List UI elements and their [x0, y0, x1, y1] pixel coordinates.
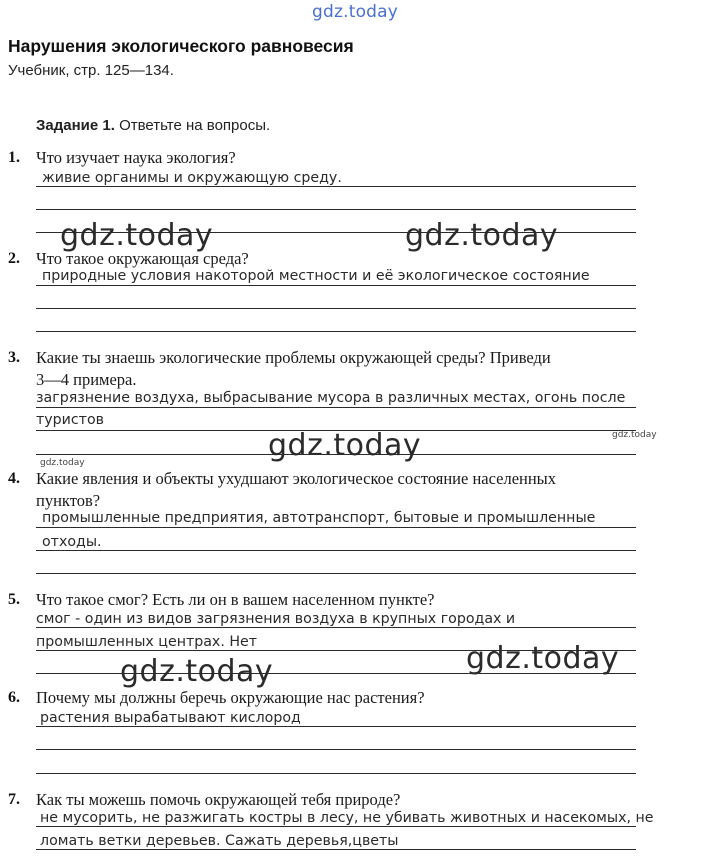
textbook-reference: Учебник, стр. 125—134.: [8, 62, 174, 79]
answer-text: туристов: [36, 412, 104, 428]
answer-text: не мусорить, не разжигать костры в лесу, не убивать животных и насекомых, не: [40, 810, 654, 826]
site-watermark: gdz.today: [268, 428, 422, 463]
answer-text: растения вырабатывают кислород: [40, 710, 301, 726]
site-watermark-small: gdz.today: [40, 458, 85, 468]
question-text: 3—4 примера.: [36, 370, 137, 389]
question-number: 7.: [8, 791, 20, 808]
answer-line: [36, 331, 636, 332]
answer-text: промышленные предприятия, автотранспорт, бытовые и промышленные: [42, 510, 596, 526]
question-text: Что такое смог? Есть ли он в вашем населенном пункте?: [36, 590, 435, 609]
answer-line: [36, 527, 636, 528]
site-watermark-small: gdz.today: [612, 430, 657, 440]
answer-text: смог - один из видов загрязнения воздуха в крупных городах и: [36, 611, 516, 627]
answer-line: [36, 826, 636, 827]
question-text: Что изучает наука экология?: [36, 148, 236, 167]
task-heading: [36, 117, 270, 134]
question-number: 3.: [8, 349, 20, 366]
answer-line: [36, 849, 636, 850]
question-number: 2.: [8, 250, 20, 267]
question-number: 4.: [8, 470, 20, 487]
task-label: Задание 1.: [36, 117, 115, 134]
question-number: 6.: [8, 689, 20, 706]
answer-line: [36, 308, 636, 309]
answer-line: [36, 749, 636, 750]
task-instruction: Ответьте на вопросы.: [119, 117, 271, 134]
answer-text: отходы.: [42, 534, 102, 550]
question-number: 1.: [8, 149, 20, 166]
answer-line: [36, 550, 636, 551]
question-number: 5.: [8, 591, 20, 608]
question-text: Что такое окружающая среда?: [36, 249, 249, 268]
question-text: Как ты можешь помочь окружающей тебя природе?: [36, 790, 401, 809]
answer-text: природные условия накоторой местности и её экологическое состояние: [42, 268, 590, 284]
question-text: Какие явления и объекты ухудшают экологическое состояние населенных: [36, 469, 557, 488]
page-title: Нарушения экологического равновесия: [8, 36, 354, 56]
question-text: пунктов?: [36, 491, 101, 510]
answer-line: [36, 407, 636, 408]
site-watermark: gdz.today: [60, 218, 214, 253]
answer-line: [36, 209, 636, 210]
answer-line: [36, 285, 636, 286]
question-text: Почему мы должны беречь окружающие нас растения?: [36, 688, 425, 707]
answer-line: [36, 186, 636, 187]
answer-line: [36, 573, 636, 574]
site-watermark-top: gdz.today: [312, 2, 399, 22]
answer-line: [36, 773, 636, 774]
site-watermark: gdz.today: [405, 218, 559, 253]
answer-text: ломать ветки деревьев. Сажать деревья,цветы: [40, 833, 399, 849]
site-watermark: gdz.today: [120, 654, 274, 689]
answer-text: живие органимы и окружающую среду.: [42, 170, 342, 186]
answer-text: промышленных центрах. Нет: [36, 634, 258, 650]
question-text: Какие ты знаешь экологические проблемы окружающей среды? Приведи: [36, 348, 551, 367]
answer-line: [36, 627, 636, 628]
answer-line: [36, 726, 636, 727]
site-watermark: gdz.today: [466, 641, 620, 676]
answer-text: загрязнение воздуха, выбрасывание мусора в различных местах, огонь после: [36, 390, 626, 406]
